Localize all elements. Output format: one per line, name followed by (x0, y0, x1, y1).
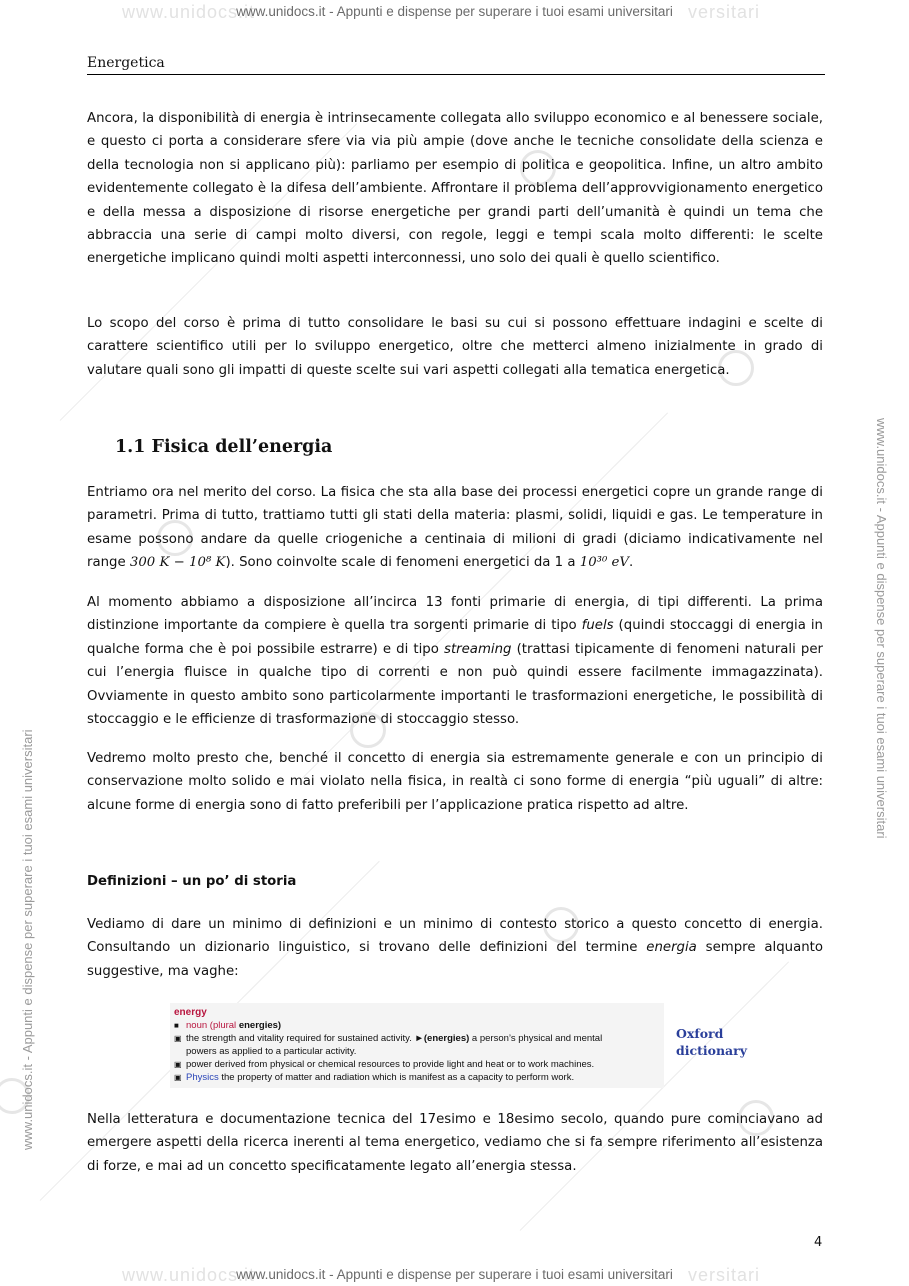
dictionary-definition: ▣ the strength and vitality required for sustained activity. ►(energies) a person’s physical and mental powers as applied to a particular activity. (174, 1033, 603, 1057)
paragraph-text: (quindi stoccaggi di energia in qualche forma che è poi possibile estrarre) e di tipo (87, 618, 823, 657)
term-fuels: fuels (581, 618, 614, 634)
dictionary-pos-row (174, 1019, 660, 1032)
watermark-ghost-left: www.unidocs.it (122, 1265, 256, 1285)
dictionary-excerpt (170, 1003, 664, 1088)
dictionary-definition: ▣ power derived from physical or chemical resources to provide light and heat or to work machines. (174, 1059, 595, 1070)
paragraph-text: . (629, 555, 634, 571)
math-energy-scale: 10³⁰ eV (579, 555, 630, 571)
math-temperature-range: 300 K − 10⁸ K (129, 555, 226, 571)
paragraph (87, 913, 823, 983)
paragraph-text: Al momento abbiamo a disposizione all’incirca 13 fonti primarie di energia, di tipi differenti. La prima distinzione importante da compiere è quella tra sorgenti primarie di tipo (87, 595, 823, 634)
paragraph: Lo scopo del corso è prima di tutto consolidare le basi su cui si possono effettuare indagini e scelte di carattere scientifico utili per lo sviluppo energetico, oltre che metterci almeno inizialmente in grado di valutare quali sono gli impatti di queste scelte sui vari aspetti collegati alla tematica energetica. (87, 316, 823, 378)
dictionary-headword: energy (174, 1007, 207, 1018)
paragraph-text: ). Sono coinvolte scale di fenomeni energetici da 1 a (225, 555, 580, 571)
dictionary-definition: ▣ Physics the property of matter and radiation which is manifest as a capacity to perform work. (174, 1072, 575, 1083)
paragraph (87, 481, 823, 575)
paragraph: Ancora, la disponibilità di energia è intrinsecamente collegata allo sviluppo economico e al benessere sociale, e questo ci porta a considerare sfere via via più ampie (dove anche le tecniche consolidate della scienza e della tecnologia non si applicano più): parliamo per esempio di politica e geopolitica. Infine, un altro ambito evidentemente collegato è la difesa dell’ambiente. Affrontare il problema dell’approvvigionamento energetico e della messa a disposizione di risorse energetiche per grandi parti dell’umanità è quindi un tema che abbraccia una serie di campi molto diversi, con regole, leggi e tempi scala molto differenti: le scelte energetiche implicano quindi molti aspetti interconnessi, uno solo dei quali è quello scientifico. (87, 111, 823, 267)
watermark-ghost-left: www.unidocs.it (122, 2, 256, 22)
term-streaming: streaming (444, 641, 512, 657)
header-divider (87, 74, 825, 75)
dictionary-plural-form: energies) (236, 1020, 282, 1031)
paragraph-text: Entriamo ora nel merito del corso. La fisica che sta alla base dei processi energetici copre un grande range di parametri. Prima di tutto, trattiamo tutti gli stati della materia: plasmi, solidi, liquidi e gas. Le temperature in esame possono andare da quelle criogeniche a centinaia di milioni di gradi (diciamo indicativamente nel range (87, 485, 823, 571)
paragraph-text: Vediamo di dare un minimo di definizioni e un minimo di contesto storico a questo concetto di energia. Consultando un dizionario linguistico, si trovano delle definizioni del termine (87, 917, 823, 956)
paragraph (87, 591, 823, 731)
square-bullet-icon: ■ (174, 1021, 179, 1030)
watermark-right: www.unidocs.it - Appunti e dispense per superare i tuoi esami universitari (874, 418, 889, 839)
watermark-ghost-right: versitari (688, 1265, 761, 1285)
dictionary-plural-label: plural (212, 1020, 237, 1031)
watermark-line (520, 961, 789, 1230)
paragraph-text: (trattasi tipicamente di fenomeni naturali per cui l’energia fluisce in qualche tipo di correnti e non può quindi essere facilmente immagazzinata). Ovviamente in questo ambito sono particolarmente importanti le trasformazioni energetiche, le possibilità di stoccaggio e le efficienze di trasformazione di stoccaggio stesso. (87, 641, 823, 728)
paragraph: Vedremo molto presto che, benché il concetto di energia sia estremamente generale e con un principio di conservazione molto solido e mai violato nella fisica, in realtà ci sono forme di energia “più uguali” di altre: alcune forme di energia sono di fatto preferibili per l’applicazione pratica rispetto ad altre. (87, 751, 823, 813)
page-number: 4 (814, 1235, 823, 1250)
dictionary-domain-label: Physics (186, 1072, 219, 1083)
term-energia: energia (646, 940, 697, 956)
paragraph: Nella letteratura e documentazione tecnica del 17esimo e 18esimo secolo, quando pure cominciavano ad emergere aspetti della ricerca inerenti al tema energetico, vediamo che si fa sempre riferimento all’esistenza di forze, e mai ad un concetto specificatamente legato all’energia stessa. (87, 1112, 823, 1174)
watermark-top[interactable]: www.unidocs.it - Appunti e dispense per superare i tuoi esami universitari (236, 4, 673, 19)
speaker-icon: ▣ (174, 1060, 182, 1069)
section-heading: 1.1 Fisica dell’energia (115, 437, 333, 457)
watermark-left: www.unidocs.it - Appunti e dispense per superare i tuoi esami universitari (20, 729, 35, 1150)
subsection-heading: Definizioni – un po’ di storia (87, 874, 297, 889)
watermark-bottom[interactable]: www.unidocs.it - Appunti e dispense per superare i tuoi esami universitari (236, 1267, 673, 1282)
paragraph-text: sempre alquanto suggestive, ma vaghe: (87, 940, 823, 979)
dictionary-pos: noun ( (186, 1020, 213, 1031)
watermark-ghost-right: versitari (688, 2, 761, 22)
running-header-title: Energetica (87, 55, 165, 71)
speaker-icon: ▣ (174, 1073, 182, 1082)
dictionary-source-label: Oxford dictionary (676, 1026, 747, 1058)
speaker-icon: ▣ (174, 1034, 182, 1043)
